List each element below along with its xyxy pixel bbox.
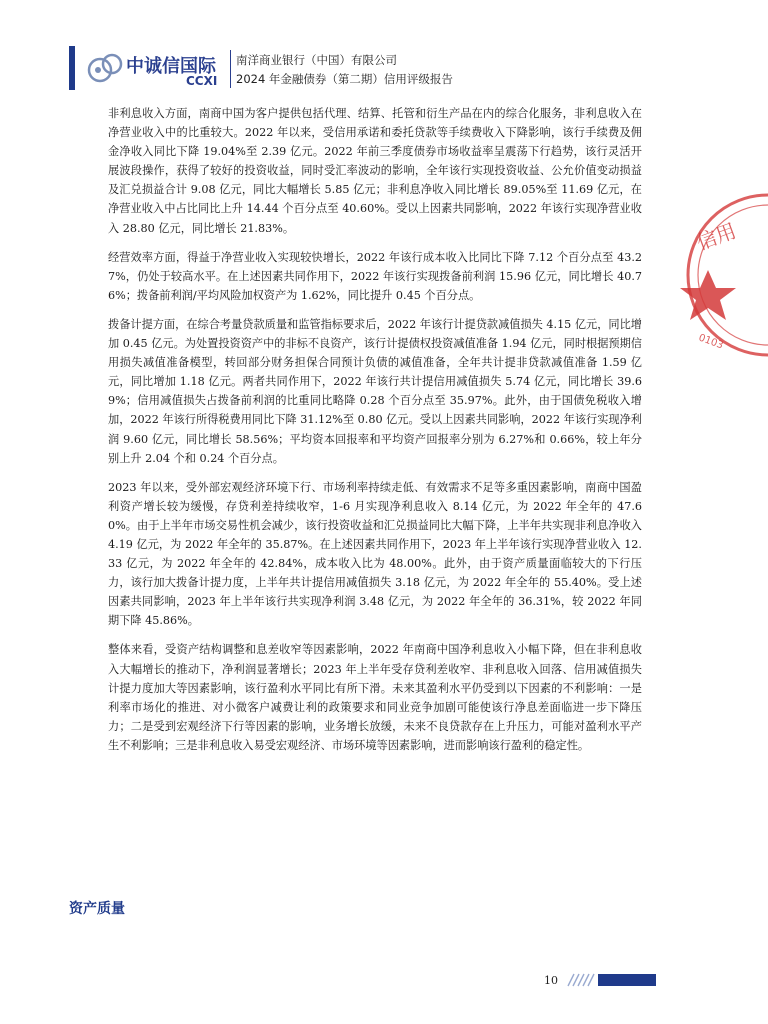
logo-mark-icon <box>86 48 126 88</box>
paragraph-overall-outlook: 整体来看，受资产结构调整和息差收窄等因素影响，2022 年南商中国净利息收入小幅下降，但在非利息收入大幅增长的推动下，净利润显著增长；2023 年上半年受存贷利差收窄、非利息收入回落、信用减值损失计提力度加大等因素影响，该行盈利水平同比有所下滑。未来其盈利水平仍受到以下因素的不利影响：一是利率市场化的推进、对小微客户减费让利的政策要求和同业竞争加剧可能使该行净息差面临进一步下降压力；二是受到宏观经济下行等因素的影响，业务增长放缓，未来不良贷款存在上升压力，可能对盈利水平产生不利影响；三是非利息收入易受宏观经济、市场环境等因素影响，进而影响该行盈利的稳定性。 <box>108 643 642 752</box>
main-content <box>108 104 642 765</box>
section-heading-asset-quality: 资产质量 <box>69 901 125 917</box>
ccxi-logo <box>86 46 226 92</box>
svg-text:信用: 信用 <box>693 218 740 255</box>
logo-text-chinese: 中诚信国际 <box>126 56 216 77</box>
page-header <box>0 0 724 100</box>
header-company-name: 南洋商业银行（中国）有限公司 <box>236 53 397 67</box>
logo-text-english: CCXI <box>186 74 218 88</box>
page-number: 10 <box>544 974 558 987</box>
paragraph-operating-efficiency: 经营效率方面，得益于净营业收入实现较快增长，2022 年该行成本收入比同比下降 7.12 个百分点至 43.27%，仍处于较高水平。在上述因素共同作用下，2022 年该行实现拨备前利润 15.96 亿元，同比增长 40.76%；拨备前利润/平均风险加权资产为 1.62%，同比提升 0.45 个百分点。 <box>108 250 642 302</box>
paragraph-provisioning: 拨备计提方面，在综合考量贷款质量和监管指标要求后，2022 年该行计提贷款减值损失 4.15 亿元，同比增加 0.45 亿元。为处置投资资产中的非标不良资产，该行计提债权投资减值准备 1.94 亿元，同时根据预期信用损失减值准备模型，转回部分财务担保合同预计负债的减值准备，全年共计提非贷款减值准备 1.59 亿元，同比增加 1.18 亿元。两者共同作用下，2022 年该行共计提信用减值损失 5.74 亿元，同比增长 39.69%；信用减值损失占拨备前利润的比重同比略降 0.28 个百分点至 35.97%。此外，由于国债免税收入增加，2022 年该行所得税费用同比下降 31.12%至 0.80 亿元。受以上因素共同影响，2022 年该行实现净利润 9.60 亿元，同比增长 58.56%；平均资本回报率和平均资产回报率分别为 6.27%和 0.66%，较上年分别上升 2.04 个和 0.24 个百分点。 <box>108 317 642 465</box>
header-divider <box>230 50 231 88</box>
paragraph-non-interest-income: 非利息收入方面，南商中国为客户提供包括代理、结算、托管和衍生产品在内的综合化服务，非利息收入在净营业收入中的比重较大。2022 年以来，受信用承诺和委托贷款等手续费收入下降影响，该行手续费及佣金净收入同比下降 19.04%至 2.39 亿元。2022 年前三季度债券市场收益率呈震荡下行趋势，该行灵活开展波段操作，获得了较好的投资收益，同时受汇率波动的影响，全年该行实现投资收益、公允价值变动损益及汇兑损益合计 9.08 亿元，同比大幅增长 5.85 亿元；非利息净收入同比增长 89.05%至 11.69 亿元，在净营业收入中占比同比上升 14.44 个百分点至 40.60%。受以上因素共同影响，2022 年该行实现净营业收入 28.80 亿元，同比增长 21.83%。 <box>108 107 642 235</box>
header-accent-bar <box>69 46 75 90</box>
seal-stamp <box>678 170 768 380</box>
header-report-title: 2024 年金融债券（第二期）信用评级报告 <box>236 72 453 86</box>
footer-stripes-decoration <box>566 974 656 986</box>
svg-text:0103: 0103 <box>696 332 725 352</box>
paragraph-2023-performance: 2023 年以来，受外部宏观经济环境下行、市场利率持续走低、有效需求不足等多重因素影响，南商中国盈利资产增长较为缓慢，存贷利差持续收窄，1-6 月实现净利息收入 8.14 亿元，为 2022 年全年的 47.60%。由于上半年市场交易性机会减少，该行投资收益和汇兑损益同比大幅下降，上半年共实现非利息净收入 4.19 亿元，为 2022 年全年的 35.87%。在上述因素共同作用下，2023 年上半年该行实现净营业收入 12.33 亿元，为 2022 年全年的 42.84%，成本收入比为 48.00%。此外，由于资产质量面临较大的下行压力，该行加大拨备计提力度，上半年共计提信用减值损失 3.18 亿元，为 2022 年全年的 55.40%。受上述因素共同影响，2023 年上半年该行共实现净利润 3.48 亿元，为 2022 年全年的 36.31%，较 2022 年同期下降 45.86%。 <box>108 480 642 628</box>
